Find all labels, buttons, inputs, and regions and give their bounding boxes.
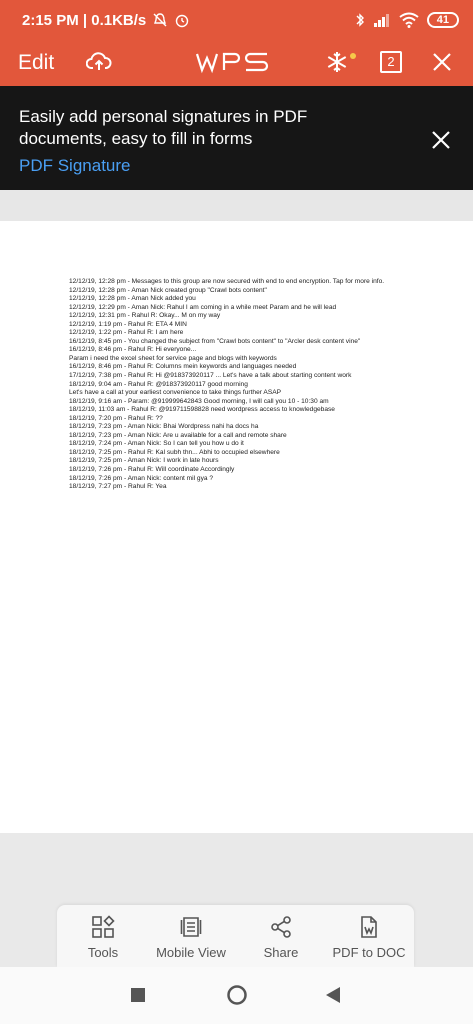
wifi-icon	[399, 12, 419, 28]
chat-line: 16/12/19, 8:45 pm - You changed the subject from "Crawl bots content" to "Arcler desk content vine"	[69, 337, 361, 345]
chat-line: 12/12/19, 1:19 pm - Rahul R: ETA 4 MIN	[69, 320, 187, 328]
chat-line: 18/12/19, 9:04 am - Rahul R: @918373920117 good morning	[69, 380, 248, 388]
close-icon[interactable]	[431, 51, 453, 73]
recents-icon[interactable]	[131, 988, 145, 1002]
pdf-signature-link[interactable]: PDF Signature	[19, 156, 131, 175]
chat-line: 12/12/19, 1:22 pm - Rahul R: I am here	[69, 329, 184, 337]
tools-button[interactable]	[77, 905, 129, 967]
chat-line: 17/12/19, 7:38 pm - Rahul R: Hi @918373920117 ... Let's have a talk about starting content work	[69, 372, 352, 380]
battery-indicator: 41	[427, 12, 459, 28]
page-gap	[0, 190, 473, 221]
app-top-bar	[0, 40, 473, 86]
chat-line: 18/12/19, 7:24 pm - Aman Nick: So I can tell you how u do it	[69, 440, 244, 448]
mobile-view-icon	[179, 915, 203, 939]
mobile-view-button[interactable]	[150, 905, 232, 967]
chat-line: 12/12/19, 12:28 pm - Aman Nick added you	[69, 295, 196, 303]
chat-line: 18/12/19, 7:27 pm - Rahul R: Yea	[69, 483, 167, 491]
mute-icon	[152, 12, 168, 28]
tools-icon	[91, 915, 115, 939]
share-button[interactable]	[255, 905, 307, 967]
pdf-to-doc-icon	[357, 915, 381, 939]
bluetooth-icon	[355, 12, 365, 28]
chat-line: 18/12/19, 11:03 am - Rahul R: @919711598828 need wordpress access to knowledgebase	[69, 406, 335, 414]
home-icon[interactable]	[226, 984, 248, 1006]
banner-text: Easily add personal signatures in PDF documents, easy to fill in forms	[19, 107, 308, 148]
wps-logo	[195, 50, 271, 74]
pdf-to-doc-button[interactable]	[329, 905, 409, 967]
mobile-view-label: Mobile View	[156, 945, 226, 960]
back-icon[interactable]	[325, 986, 341, 1004]
bottom-toolbar	[57, 905, 414, 967]
chat-line: 16/12/19, 8:46 pm - Rahul R: Columns mein keywords and languages needed	[69, 363, 297, 371]
page-count-button[interactable]: 2	[380, 51, 402, 73]
system-nav-bar	[0, 967, 473, 1024]
chat-line: 18/12/19, 9:16 am - Param: @919999642843 Good morning, I will call you 10 - 10:30 am	[69, 397, 329, 405]
chat-line: 16/12/19, 8:46 pm - Rahul R: Hi everyone...	[69, 346, 197, 354]
share-label: Share	[263, 945, 299, 960]
chat-line: 12/12/19, 12:28 pm - Aman Nick created group "Crawl bots content"	[69, 286, 267, 294]
banner-close-icon[interactable]	[430, 129, 452, 151]
signature-promo-banner	[0, 86, 473, 190]
tools-label: Tools	[87, 945, 119, 960]
chat-line: 18/12/19, 7:26 pm - Aman Nick: content mil gya ?	[69, 474, 214, 482]
pdf-to-doc-label: PDF to DOC	[332, 945, 406, 960]
notification-dot	[350, 53, 356, 59]
chat-transcript	[69, 278, 407, 492]
chat-line: 18/12/19, 7:20 pm - Rahul R: ??	[69, 414, 163, 422]
cloud-upload-icon[interactable]	[86, 50, 112, 74]
chat-line: Let's have a call at your earliest convenience to take things further ASAP	[69, 389, 282, 397]
chat-line: 18/12/19, 7:26 pm - Rahul R: Will coordinate Accordingly	[69, 466, 235, 474]
edit-button[interactable]: Edit	[18, 51, 55, 74]
signal-icon	[373, 13, 391, 27]
alarm-icon	[174, 12, 190, 28]
status-bar	[0, 0, 473, 40]
chat-line: 18/12/19, 7:25 pm - Rahul R: Kal subh thn... Abhi to occupied elsewhere	[69, 448, 280, 456]
pdf-page[interactable]	[0, 221, 473, 833]
status-time: 2:15 PM | 0.1KB/s	[22, 11, 147, 29]
chat-line: 18/12/19, 7:23 pm - Aman Nick: Bhai Wordpress nahi ha docs ha	[69, 423, 259, 431]
snowflake-icon[interactable]	[325, 50, 349, 74]
chat-line: 12/12/19, 12:28 pm - Messages to this group are now secured with end to end encryption. Tap for more info.	[69, 278, 385, 285]
chat-line: Param i need the excel sheet for service page and blogs with keywords	[69, 354, 277, 362]
chat-line: 18/12/19, 7:23 pm - Aman Nick: Are u available for a call and remote share	[69, 431, 287, 439]
share-icon	[269, 915, 293, 939]
chat-line: 12/12/19, 12:29 pm - Aman Nick: Rahul I am coming in a while meet Param and he will lead	[69, 303, 337, 311]
chat-line: 12/12/19, 12:31 pm - Rahul R: Okay... M on my way	[69, 312, 221, 320]
chat-line: 18/12/19, 7:25 pm - Aman Nick: I work in late hours	[69, 457, 219, 465]
status-left	[22, 12, 190, 29]
status-right	[355, 12, 459, 28]
